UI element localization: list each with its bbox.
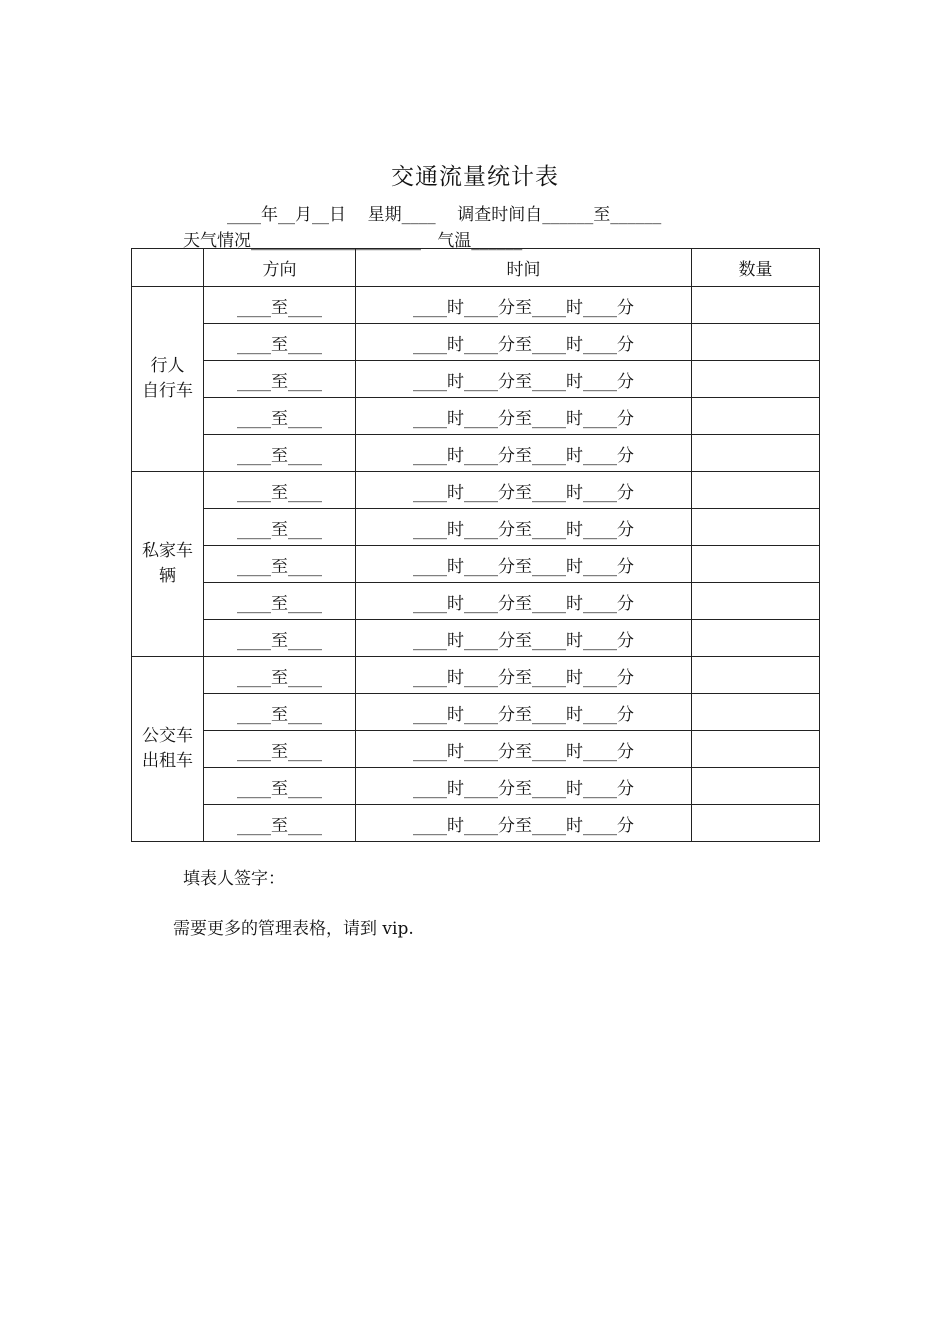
quantity-cell[interactable] <box>692 361 820 398</box>
direction-cell[interactable]: ____至____ <box>204 472 356 509</box>
table-row <box>132 509 820 546</box>
time-cell[interactable]: ____时____分至____时____分 <box>356 435 692 472</box>
table-row <box>132 472 820 509</box>
quantity-cell[interactable] <box>692 731 820 768</box>
quantity-cell[interactable] <box>692 435 820 472</box>
category-label-line: 辆 <box>159 566 176 586</box>
table-row <box>132 805 820 842</box>
survey-date-line: ____年__月__日 星期____ 调查时间自______至______ <box>227 205 662 225</box>
direction-cell[interactable]: ____至____ <box>204 361 356 398</box>
table-row <box>132 546 820 583</box>
category-cell <box>132 657 204 842</box>
direction-cell[interactable]: ____至____ <box>204 657 356 694</box>
time-cell[interactable]: ____时____分至____时____分 <box>356 768 692 805</box>
category-label-line: 出租车 <box>142 751 193 771</box>
direction-cell[interactable]: ____至____ <box>204 694 356 731</box>
category-label-line: 行人 <box>150 356 185 376</box>
quantity-cell[interactable] <box>692 805 820 842</box>
direction-cell[interactable]: ____至____ <box>204 546 356 583</box>
table-row <box>132 324 820 361</box>
direction-cell[interactable]: ____至____ <box>204 435 356 472</box>
table-header-row <box>132 249 820 287</box>
table-row <box>132 361 820 398</box>
category-label-line: 自行车 <box>142 381 193 401</box>
quantity-cell[interactable] <box>692 583 820 620</box>
quantity-cell[interactable] <box>692 287 820 324</box>
time-cell[interactable]: ____时____分至____时____分 <box>356 509 692 546</box>
table-row <box>132 620 820 657</box>
table-row <box>132 287 820 324</box>
quantity-cell[interactable] <box>692 546 820 583</box>
time-cell[interactable]: ____时____分至____时____分 <box>356 657 692 694</box>
time-cell[interactable]: ____时____分至____时____分 <box>356 620 692 657</box>
header-category <box>132 249 204 287</box>
time-cell[interactable]: ____时____分至____时____分 <box>356 546 692 583</box>
quantity-cell[interactable] <box>692 398 820 435</box>
quantity-cell[interactable] <box>692 694 820 731</box>
direction-cell[interactable]: ____至____ <box>204 620 356 657</box>
table-row <box>132 657 820 694</box>
table-body <box>132 287 820 842</box>
header-direction: 方向 <box>204 249 356 287</box>
category-cell <box>132 472 204 657</box>
table-row <box>132 398 820 435</box>
quantity-cell[interactable] <box>692 657 820 694</box>
header-time: 时间 <box>356 249 692 287</box>
direction-cell[interactable]: ____至____ <box>204 324 356 361</box>
direction-cell[interactable]: ____至____ <box>204 731 356 768</box>
direction-cell[interactable]: ____至____ <box>204 398 356 435</box>
signature-label: 填表人签字： <box>183 869 285 889</box>
category-label-line: 公交车 <box>142 726 193 746</box>
table-row <box>132 768 820 805</box>
time-cell[interactable]: ____时____分至____时____分 <box>356 398 692 435</box>
time-cell[interactable]: ____时____分至____时____分 <box>356 731 692 768</box>
weather-line: 天气情况____________________ 气温______ <box>183 231 523 251</box>
footer-note: 需要更多的管理表格，请到 vip. <box>173 919 414 939</box>
direction-cell[interactable]: ____至____ <box>204 583 356 620</box>
table-row <box>132 435 820 472</box>
traffic-flow-table <box>131 248 820 842</box>
category-label-line: 私家车 <box>142 541 193 561</box>
table-row <box>132 583 820 620</box>
time-cell[interactable]: ____时____分至____时____分 <box>356 583 692 620</box>
header-quantity: 数量 <box>692 249 820 287</box>
time-cell[interactable]: ____时____分至____时____分 <box>356 694 692 731</box>
direction-cell[interactable]: ____至____ <box>204 509 356 546</box>
direction-cell[interactable]: ____至____ <box>204 768 356 805</box>
time-cell[interactable]: ____时____分至____时____分 <box>356 361 692 398</box>
category-cell <box>132 287 204 472</box>
direction-cell[interactable]: ____至____ <box>204 805 356 842</box>
quantity-cell[interactable] <box>692 324 820 361</box>
quantity-cell[interactable] <box>692 620 820 657</box>
document-title: 交通流量统计表 <box>391 164 559 190</box>
time-cell[interactable]: ____时____分至____时____分 <box>356 805 692 842</box>
quantity-cell[interactable] <box>692 509 820 546</box>
table-row <box>132 731 820 768</box>
quantity-cell[interactable] <box>692 472 820 509</box>
table-row <box>132 694 820 731</box>
time-cell[interactable]: ____时____分至____时____分 <box>356 324 692 361</box>
time-cell[interactable]: ____时____分至____时____分 <box>356 287 692 324</box>
direction-cell[interactable]: ____至____ <box>204 287 356 324</box>
time-cell[interactable]: ____时____分至____时____分 <box>356 472 692 509</box>
quantity-cell[interactable] <box>692 768 820 805</box>
